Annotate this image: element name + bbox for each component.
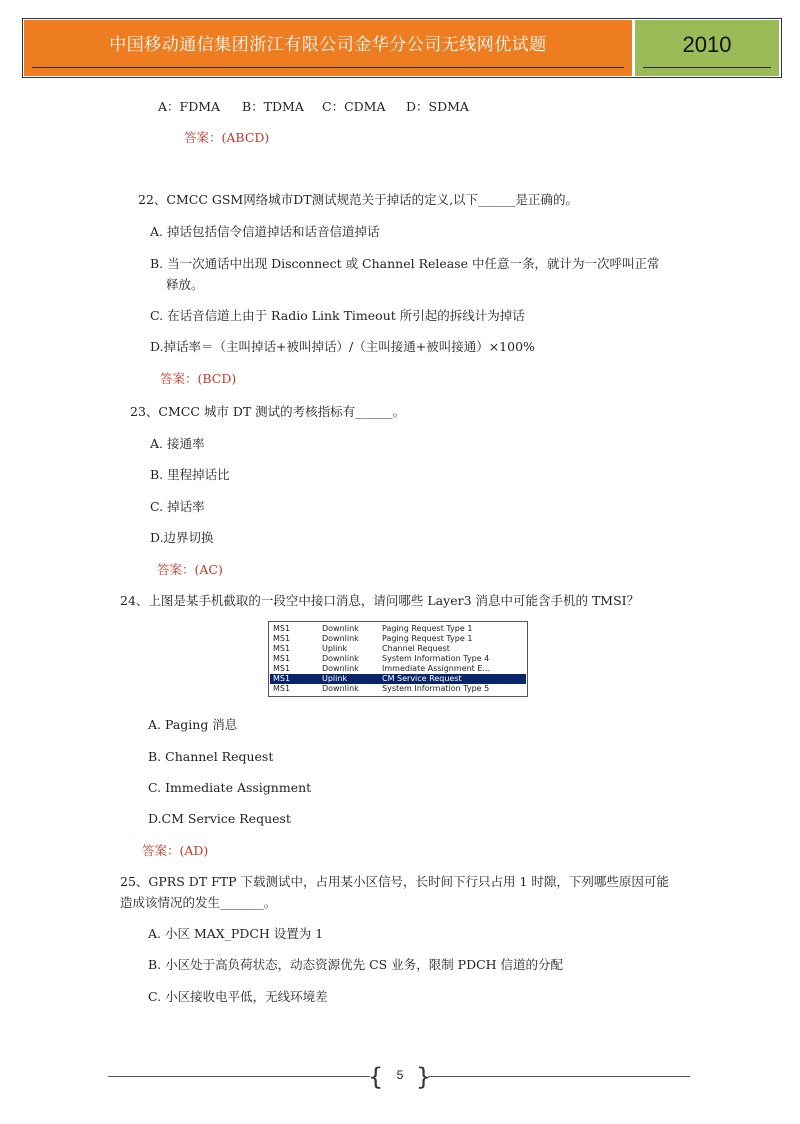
header-year-rule <box>643 67 771 68</box>
message-ms: MS1 <box>273 684 291 693</box>
q22-option-a: A. 掉话包括信令信道掉话和话音信道掉话 <box>150 224 380 239</box>
message-direction: Downlink <box>322 654 359 663</box>
header-title-box <box>24 20 632 76</box>
q21-answer: 答案：(ABCD) <box>184 130 270 145</box>
header-title: 中国移动通信集团浙江有限公司金华分公司无线网优试题 <box>109 35 547 55</box>
q23-option-d: D.边界切换 <box>150 530 214 545</box>
message-row <box>270 684 526 694</box>
message-ms: MS1 <box>273 624 291 633</box>
q25-option-c: C. 小区接收电平低，无线环境差 <box>148 989 328 1004</box>
footer-rule-right <box>428 1076 690 1077</box>
q23-option-b: B. 里程掉话比 <box>150 467 230 482</box>
message-direction: Downlink <box>322 634 359 643</box>
q22-answer: 答案：(BCD) <box>160 371 237 386</box>
header-year-box <box>635 20 779 76</box>
message-ms: MS1 <box>273 674 291 683</box>
q22-option-c: C. 在话音信道上由于 Radio Link Timeout 所引起的拆线计为掉话 <box>150 308 525 323</box>
header-rule <box>32 67 624 68</box>
message-name: System Information Type 5 <box>382 684 490 693</box>
footer-brace-left: { <box>368 1063 384 1091</box>
message-name: Channel Request <box>382 644 450 653</box>
message-ms: MS1 <box>273 644 291 653</box>
q24-stem: 24、上图是某手机截取的一段空中接口消息，请问哪些 Layer3 消息中可能含手机的 TMSI？ <box>120 593 640 608</box>
message-name: CM Service Request <box>382 674 462 683</box>
message-name: Immediate Assignment E... <box>382 664 490 673</box>
q21-option-d: D：SDMA <box>406 99 469 114</box>
q23-answer: 答案：(AC) <box>157 562 223 577</box>
q21-option-b: B：TDMA <box>242 99 304 114</box>
q21-option-c: C：CDMA <box>322 99 386 114</box>
message-row <box>270 664 526 674</box>
q24-option-b: B. Channel Request <box>148 749 274 764</box>
message-row <box>270 654 526 664</box>
message-direction: Downlink <box>322 664 359 673</box>
message-ms: MS1 <box>273 634 291 643</box>
q24-answer: 答案：(AD) <box>142 843 209 858</box>
page-number: 5 <box>396 1068 404 1082</box>
q22-option-d: D.掉话率＝（主叫掉话+被叫掉话）/（主叫接通+被叫接通）×100% <box>150 339 535 354</box>
q24-option-d: D.CM Service Request <box>148 811 291 826</box>
message-ms: MS1 <box>273 664 291 673</box>
q22-option-b: B. 当一次通话中出现 Disconnect 或 Channel Release 中任意一条，就计为一次呼叫正常 <box>150 256 660 271</box>
q25-option-b: B. 小区处于高负荷状态，动态资源优先 CS 业务，限制 PDCH 信道的分配 <box>148 957 564 972</box>
message-direction: Uplink <box>322 644 348 653</box>
message-name: Paging Request Type 1 <box>382 624 473 633</box>
message-direction: Downlink <box>322 624 359 633</box>
q25-stem: 25、GPRS DT FTP 下载测试中，占用某小区信号，长时间下行只占用 1 时隙，下列哪些原因可能 <box>120 874 669 889</box>
message-row <box>270 644 526 654</box>
message-row <box>270 634 526 644</box>
q24-option-a: A. Paging 消息 <box>148 717 238 732</box>
q25-option-a: A. 小区 MAX_PDCH 设置为 1 <box>148 926 324 941</box>
message-row-selected <box>270 674 526 684</box>
message-name: System Information Type 4 <box>382 654 490 663</box>
footer-brace-right: } <box>416 1063 432 1091</box>
page-header <box>22 18 782 78</box>
header-year: 2010 <box>682 32 732 57</box>
footer-rule-left <box>108 1076 370 1077</box>
air-interface-message-screenshot <box>268 621 528 697</box>
message-row <box>270 624 526 634</box>
q22-stem: 22、CMCC GSM网络城市DT测试规范关于掉话的定义,以下______是正确的。 <box>138 192 579 207</box>
q21-options <box>158 99 469 115</box>
message-direction: Downlink <box>322 684 359 693</box>
message-name: Paging Request Type 1 <box>382 634 473 643</box>
q22-option-b-cont: 释放。 <box>166 277 204 292</box>
q23-option-a: A. 接通率 <box>150 436 205 451</box>
message-direction: Uplink <box>322 674 348 683</box>
q23-stem: 23、CMCC 城市 DT 测试的考核指标有______。 <box>130 404 406 419</box>
q23-option-c: C. 掉话率 <box>150 499 205 514</box>
q25-stem-cont: 造成该情况的发生_______。 <box>120 895 277 910</box>
q24-option-c: C. Immediate Assignment <box>148 780 312 795</box>
message-ms: MS1 <box>273 654 291 663</box>
q21-option-a: A：FDMA <box>158 99 221 114</box>
